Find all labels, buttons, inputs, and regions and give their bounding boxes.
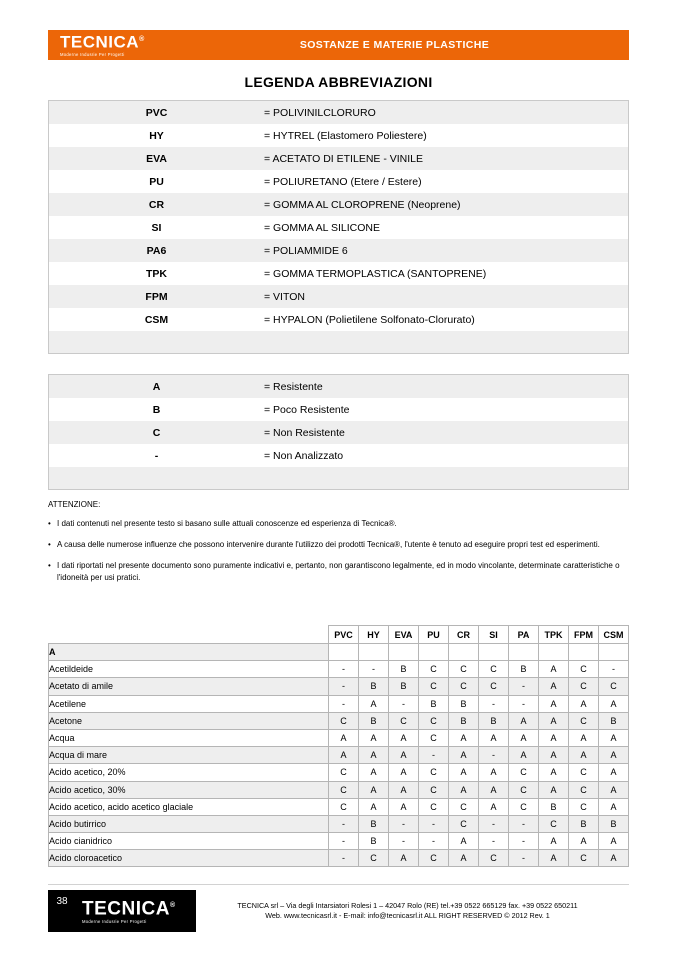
table-cell-rating: A	[599, 747, 629, 764]
table-group-row	[49, 644, 629, 661]
table-cell-rating: C	[479, 678, 509, 695]
table-cell-rating: A	[539, 729, 569, 746]
table-cell-rating: A	[389, 747, 419, 764]
table-cell-rating: A	[449, 781, 479, 798]
table-cell-rating: C	[389, 712, 419, 729]
table-cell-rating: -	[509, 815, 539, 832]
table-cell	[539, 644, 569, 661]
table-cell-rating: -	[329, 850, 359, 867]
table-header-pu: PU	[419, 626, 449, 644]
table-cell-rating: -	[479, 833, 509, 850]
table-cell-rating: -	[359, 661, 389, 678]
table-cell-rating: A	[359, 781, 389, 798]
table-cell-rating: C	[509, 781, 539, 798]
table-cell-rating: -	[329, 815, 359, 832]
table-cell-rating: -	[419, 747, 449, 764]
legend-row	[49, 101, 628, 124]
table-cell-rating: A	[479, 781, 509, 798]
table-cell-rating: A	[599, 764, 629, 781]
table-cell-rating: A	[449, 850, 479, 867]
legend-spacer	[49, 467, 628, 489]
table-cell-rating: C	[539, 815, 569, 832]
table-cell-rating: B	[389, 661, 419, 678]
table-header-si: SI	[479, 626, 509, 644]
table-cell-rating: A	[359, 798, 389, 815]
table-cell-substance: Acido acetico, 30%	[49, 781, 329, 798]
table-cell-rating: A	[359, 695, 389, 712]
table-cell-rating: A	[449, 833, 479, 850]
legend-desc: = GOMMA AL SILICONE	[264, 221, 381, 234]
legend-row	[49, 285, 628, 308]
table-cell-rating: -	[479, 695, 509, 712]
table-cell-rating: B	[389, 678, 419, 695]
attention-item-text: I dati contenuti nel presente testo si basano sulle attuali conoscenze ed esperienza di Tecnica®.	[57, 519, 397, 528]
table-cell-rating: B	[599, 815, 629, 832]
table-cell-rating: B	[479, 712, 509, 729]
legend-row	[49, 398, 628, 421]
table-cell-rating: A	[359, 747, 389, 764]
legend-code: -	[154, 449, 159, 462]
table-cell-rating: C	[509, 798, 539, 815]
legend-desc: = HYTREL (Elastomero Poliestere)	[264, 129, 427, 142]
table-cell-rating: B	[539, 798, 569, 815]
table-cell-rating: A	[599, 781, 629, 798]
table-cell-rating: A	[509, 729, 539, 746]
legend-desc: = GOMMA AL CLOROPRENE (Neoprene)	[264, 198, 461, 211]
legend-desc: = Poco Resistente	[264, 403, 350, 416]
table-header-cr: CR	[449, 626, 479, 644]
table-cell-rating: A	[539, 695, 569, 712]
legend-desc: = ACETATO DI ETILENE - VINILE	[264, 152, 424, 165]
table-cell-rating: -	[479, 815, 509, 832]
table-header-fpm: FPM	[569, 626, 599, 644]
table-cell-rating: C	[599, 678, 629, 695]
legend-row	[49, 308, 628, 331]
table-cell-rating: A	[599, 695, 629, 712]
table-cell-rating: A	[449, 764, 479, 781]
page-footer	[48, 890, 629, 932]
table-cell-rating: A	[329, 747, 359, 764]
table-cell-rating: -	[419, 833, 449, 850]
table-cell	[389, 644, 419, 661]
table-cell	[359, 644, 389, 661]
legend-row	[49, 421, 628, 444]
table-cell-rating: A	[449, 729, 479, 746]
table-cell-rating: B	[569, 815, 599, 832]
table-cell	[599, 644, 629, 661]
legend-code: TPK	[146, 267, 167, 280]
legend-code: SI	[151, 221, 162, 234]
table-cell-rating: A	[599, 798, 629, 815]
table-cell-rating: A	[569, 729, 599, 746]
table-cell-rating: A	[359, 729, 389, 746]
table-header-row	[49, 626, 629, 644]
page-title: LEGENDA ABBREVIAZIONI	[244, 74, 433, 90]
legend-row	[49, 444, 628, 467]
bullet-icon: •	[48, 561, 51, 570]
table-cell-rating: C	[569, 781, 599, 798]
table-cell-rating: A	[389, 798, 419, 815]
legend-desc: = GOMMA TERMOPLASTICA (SANTOPRENE)	[264, 267, 487, 280]
table-cell-rating: B	[359, 833, 389, 850]
table-cell-rating: C	[569, 712, 599, 729]
table-cell-rating: C	[419, 678, 449, 695]
bullet-icon: •	[48, 519, 51, 528]
table-cell-rating: A	[389, 850, 419, 867]
table-cell-rating: B	[449, 695, 479, 712]
table-cell-rating: -	[389, 815, 419, 832]
header-title: SOSTANZE E MATERIE PLASTICHE	[299, 39, 490, 51]
legend-desc: = Resistente	[264, 380, 323, 393]
table-row	[49, 781, 629, 798]
legend-row	[49, 193, 628, 216]
table-cell-rating: C	[509, 764, 539, 781]
table-cell-substance: Acido butirrico	[49, 815, 329, 832]
table-cell-rating: C	[419, 729, 449, 746]
table-cell-rating: C	[479, 850, 509, 867]
table-cell-rating: B	[509, 661, 539, 678]
table-cell-rating: B	[449, 712, 479, 729]
legend-row	[49, 147, 628, 170]
table-cell	[329, 644, 359, 661]
table-header-tpk: TPK	[539, 626, 569, 644]
legend-desc: = Non Analizzato	[264, 449, 344, 462]
table-cell	[419, 644, 449, 661]
legend-code: PU	[149, 175, 164, 188]
legend-code: PVC	[145, 106, 168, 119]
table-row	[49, 850, 629, 867]
table-cell-rating: -	[599, 661, 629, 678]
table-cell-rating: C	[449, 678, 479, 695]
legend-row	[49, 170, 628, 193]
table-cell-rating: A	[599, 729, 629, 746]
table-cell-substance: Acqua di mare	[49, 747, 329, 764]
table-cell	[479, 644, 509, 661]
footer-contact-info	[196, 901, 629, 921]
table-cell-rating: C	[569, 850, 599, 867]
footer-logo-text: TECNICA®	[82, 898, 176, 920]
table-cell-rating: A	[509, 747, 539, 764]
footer-divider	[48, 884, 629, 885]
table-row	[49, 729, 629, 746]
attention-title: ATTENZIONE:	[48, 500, 101, 509]
table-header-pa: PA	[509, 626, 539, 644]
table-cell-rating: B	[359, 815, 389, 832]
legend-code: CSM	[144, 313, 169, 326]
table-cell-rating: B	[419, 695, 449, 712]
table-cell	[449, 644, 479, 661]
table-cell-substance: Acetilene	[49, 695, 329, 712]
legend-desc: = POLIVINILCLORURO	[264, 106, 376, 119]
legend-row	[49, 124, 628, 147]
attention-item-text: I dati riportati nel presente documento sono puramente indicativi e, pertanto, non garantiscono legalmente, ed in modo vincolante, determinate caratteristiche o l'idoneità per usi pratici.	[57, 561, 620, 582]
table-cell-rating: A	[539, 747, 569, 764]
attention-item	[48, 518, 629, 530]
table-cell-rating: A	[599, 850, 629, 867]
table-header-csm: CSM	[599, 626, 629, 644]
legend-row	[49, 375, 628, 398]
table-cell-rating: C	[569, 678, 599, 695]
legend-row	[49, 216, 628, 239]
header-logo-text: TECNICA®	[60, 32, 145, 52]
table-cell-rating: A	[569, 747, 599, 764]
table-cell-rating: A	[359, 764, 389, 781]
table-cell-rating: C	[419, 781, 449, 798]
table-row	[49, 678, 629, 695]
substance-resistance-table	[48, 625, 629, 867]
footer-logo	[76, 890, 196, 932]
table-cell-rating: A	[539, 833, 569, 850]
header-logo-tagline: Moderne Indusrie Per Progetti	[60, 51, 125, 57]
table-cell-rating: A	[539, 712, 569, 729]
footer-logo-tagline: Moderne Indusrie Per Progetti	[82, 919, 147, 925]
page-header	[48, 30, 629, 60]
table-cell-rating: A	[539, 678, 569, 695]
table-group-label: A	[49, 644, 329, 661]
table-header-hy: HY	[359, 626, 389, 644]
attention-item	[48, 539, 629, 551]
legend-materials-table	[48, 100, 629, 354]
table-row	[49, 695, 629, 712]
table-cell-substance: Acetildeide	[49, 661, 329, 678]
table-row	[49, 712, 629, 729]
table-cell-rating: A	[449, 747, 479, 764]
table-row	[49, 833, 629, 850]
legend-desc: = POLIAMMIDE 6	[264, 244, 348, 257]
table-cell-rating: A	[389, 781, 419, 798]
legend-code: HY	[149, 129, 164, 142]
table-cell-rating: C	[569, 764, 599, 781]
footer-line-1: TECNICA srl – Via degli Intarsiatori Rolesi 1 – 42047 Rolo (RE) tel.+39 0522 665129 fax. +39 0522 650211	[237, 901, 578, 910]
attention-item-text: A causa delle numerose influenze che possono intervenire durante l'utilizzo dei prodotti Tecnica®, l'utente è tenuto ad eseguire propri test ed esperimenti.	[57, 540, 600, 549]
table-cell-rating: A	[389, 729, 419, 746]
table-cell-rating: A	[569, 833, 599, 850]
legend-desc: = VITON	[264, 290, 305, 303]
table-cell	[569, 644, 599, 661]
legend-ratings-table	[48, 374, 629, 490]
table-cell-rating: B	[599, 712, 629, 729]
table-cell-rating: -	[329, 695, 359, 712]
table-cell-rating: C	[329, 712, 359, 729]
table-cell-rating: -	[419, 815, 449, 832]
table-cell-substance: Acqua	[49, 729, 329, 746]
table-header-pvc: PVC	[329, 626, 359, 644]
table-cell-rating: A	[539, 850, 569, 867]
table-cell-rating: C	[329, 798, 359, 815]
table-header-eva: EVA	[389, 626, 419, 644]
table-cell-rating: -	[389, 833, 419, 850]
table-cell-rating: A	[569, 695, 599, 712]
table-cell-rating: C	[419, 712, 449, 729]
legend-row	[49, 262, 628, 285]
table-cell-rating: C	[569, 798, 599, 815]
table-cell-rating: A	[479, 729, 509, 746]
table-cell-rating: B	[359, 712, 389, 729]
table-cell-rating: -	[329, 833, 359, 850]
table-row	[49, 747, 629, 764]
table-cell-substance: Acido acetico, acido acetico glaciale	[49, 798, 329, 815]
attention-item	[48, 560, 629, 584]
table-cell-substance: Acetone	[49, 712, 329, 729]
page-number: 38	[48, 890, 76, 932]
table-header-substance	[49, 626, 329, 644]
table-cell-rating: C	[419, 661, 449, 678]
table-row	[49, 764, 629, 781]
legend-code: C	[152, 426, 161, 439]
table-cell-rating: C	[449, 661, 479, 678]
table-cell-rating: -	[479, 747, 509, 764]
table-cell-substance: Acido cloroacetico	[49, 850, 329, 867]
legend-code: CR	[148, 198, 165, 211]
table-cell-rating: C	[479, 661, 509, 678]
legend-desc: = HYPALON (Polietilene Solfonato-Clorurato)	[264, 313, 475, 326]
table-cell-rating: A	[389, 764, 419, 781]
table-cell-rating: A	[539, 661, 569, 678]
legend-code: A	[152, 380, 161, 393]
table-cell-rating: -	[509, 678, 539, 695]
table-cell-rating: A	[539, 781, 569, 798]
table-cell-rating: C	[449, 798, 479, 815]
table-cell-rating: -	[509, 695, 539, 712]
table-row	[49, 661, 629, 678]
table-cell-rating: C	[359, 850, 389, 867]
table-cell-rating: C	[419, 764, 449, 781]
table-cell-rating: -	[329, 678, 359, 695]
table-cell-rating: -	[329, 661, 359, 678]
table-cell-rating: A	[479, 798, 509, 815]
legend-code: PA6	[146, 244, 167, 257]
table-row	[49, 798, 629, 815]
legend-row	[49, 239, 628, 262]
table-row	[49, 815, 629, 832]
table-cell-substance: Acido cianidrico	[49, 833, 329, 850]
table-cell-rating: A	[479, 764, 509, 781]
table-cell-substance: Acido acetico, 20%	[49, 764, 329, 781]
table-cell-rating: -	[509, 850, 539, 867]
table-cell-rating: A	[539, 764, 569, 781]
table-cell-rating: B	[359, 678, 389, 695]
legend-desc: = Non Resistente	[264, 426, 345, 439]
table-cell-rating: C	[449, 815, 479, 832]
table-cell-rating: -	[509, 833, 539, 850]
table-cell	[509, 644, 539, 661]
table-cell-rating: C	[329, 781, 359, 798]
table-cell-rating: C	[329, 764, 359, 781]
bullet-icon: •	[48, 540, 51, 549]
table-cell-rating: A	[509, 712, 539, 729]
legend-spacer	[49, 331, 628, 353]
legend-code: FPM	[145, 290, 168, 303]
table-cell-rating: C	[569, 661, 599, 678]
legend-code: B	[152, 403, 161, 416]
attention-block	[48, 500, 629, 593]
table-cell-rating: A	[599, 833, 629, 850]
legend-desc: = POLIURETANO (Etere / Estere)	[264, 175, 422, 188]
footer-line-2: Web. www.tecnicasrl.it - E-mail: info@tecnicasrl.it ALL RIGHT RESERVED © 2012 Rev. 1	[265, 911, 550, 920]
table-cell-rating: C	[419, 798, 449, 815]
table-cell-rating: A	[329, 729, 359, 746]
legend-code: EVA	[146, 152, 167, 165]
table-cell-rating: C	[419, 850, 449, 867]
table-cell-rating: -	[389, 695, 419, 712]
header-logo	[48, 30, 180, 60]
table-cell-substance: Acetato di amile	[49, 678, 329, 695]
